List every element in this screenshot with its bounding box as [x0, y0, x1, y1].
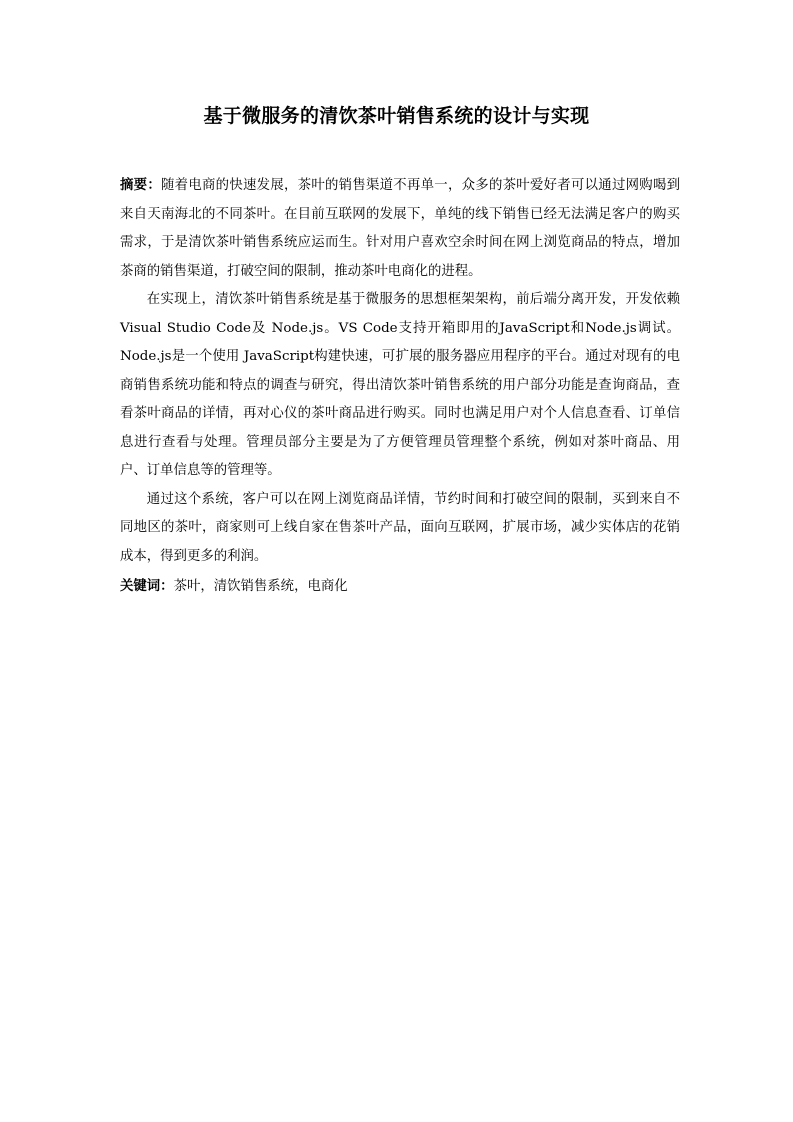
abstract-paragraph-1 [120, 172, 680, 286]
abstract-section [120, 172, 680, 602]
paper-title: 基于微服务的清饮茶叶销售系统的设计与实现 [203, 105, 590, 127]
abstract-label: 摘要： [120, 178, 161, 193]
keywords-text: 茶叶，清饮销售系统，电商化 [173, 579, 348, 594]
keywords-line [120, 573, 680, 602]
keywords-label: 关键词： [120, 579, 174, 594]
abstract-paragraph-3: 通过这个系统，客户可以在网上浏览商品详情，节约时间和打破空间的限制，买到来自不同地区的茶叶，商家则可上线自家在售茶叶产品，面向互联网，扩展市场，减少实体店的花销成本，得到更多的利润。 [120, 491, 680, 564]
abstract-paragraph-1-text: 随着电商的快速发展，茶叶的销售渠道不再单一，众多的茶叶爱好者可以通过网购喝到来自天南海北的不同茶叶。在目前互联网的发展下，单纯的线下销售已经无法满足客户的购买需求，于是清饮茶叶销售系统应运而生。针对用户喜欢空余时间在网上浏览商品的特点，增加茶商的销售渠道，打破空间的限制，推动茶叶电商化的进程。 [120, 178, 681, 279]
abstract-paragraph-2: 在实现上，清饮茶叶销售系统是基于微服务的思想框架架构，前后端分离开发，开发依赖Visual Studio Code及 Node.js。VS Code支持开箱即用的JavaScript和Node.js调试。Node.js是一个使用 JavaScript构建快速，可扩展的服务器应用程序的平台。通过对现有的电商销售系统功能和特点的调查与研究，得出清饮茶叶销售系统的用户部分功能是查询商品，查看茶叶商品的详情，再对心仪的茶叶商品进行购买。同时也满足用户对个人信息查看、订单信息进行查看与处理。管理员部分主要是为了方便管理员管理整个系统，例如对茶叶商品、用户、订单信息等的管理等。 [120, 292, 680, 478]
